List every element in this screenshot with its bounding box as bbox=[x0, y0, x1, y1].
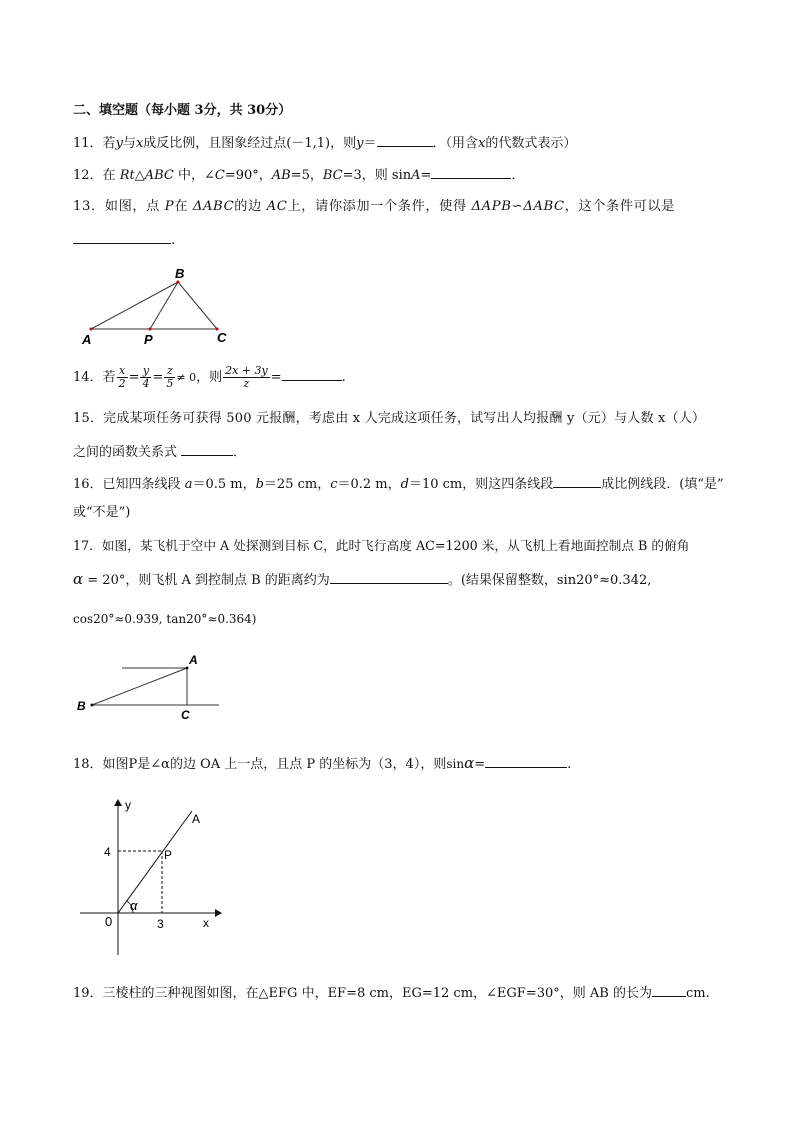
q13-triangle-abc-2: ΔABC bbox=[523, 199, 565, 214]
label-p: P bbox=[164, 848, 173, 862]
q17-alpha: α bbox=[73, 570, 84, 588]
question-19 bbox=[73, 983, 710, 1003]
q12-number: 12． bbox=[73, 168, 103, 183]
q17-answer-blank[interactable] bbox=[330, 570, 448, 584]
q12-text-c: 中，∠ bbox=[173, 168, 215, 183]
q13-text-b: 在 bbox=[174, 199, 193, 214]
label-alpha: α bbox=[130, 898, 138, 913]
question-13 bbox=[73, 198, 675, 216]
q14-frac-x-2 bbox=[117, 365, 128, 390]
q13-text-c: 的边 bbox=[234, 199, 267, 214]
q11-text-g: 的代数式表示） bbox=[485, 136, 577, 151]
q14-text-b: ，则 bbox=[196, 370, 223, 385]
q12-bc: BC bbox=[322, 168, 343, 183]
point-b bbox=[91, 704, 94, 707]
q13-p: P bbox=[164, 199, 175, 214]
tick-y-4: 4 bbox=[104, 845, 111, 859]
q12-answer-blank[interactable] bbox=[431, 165, 511, 179]
q12-rt: Rt bbox=[119, 168, 135, 183]
q12-abc: ABC bbox=[144, 168, 174, 183]
label-p: P bbox=[144, 332, 153, 347]
q15-text-a: 之间的函数关系式 bbox=[73, 445, 182, 460]
q11-var-x: x bbox=[135, 136, 144, 151]
q11-text-e: ＝ bbox=[363, 136, 377, 151]
section-title: 二、填空题（每小题 3分，共 30分） bbox=[73, 103, 292, 118]
q19-text-a: 19．三棱柱的三种视图如图，在△EFG 中，EF=8 cm，EG=12 cm，∠EGF=30°，则 AB 的长为 bbox=[73, 986, 652, 1001]
q19-text-b: cm. bbox=[685, 986, 710, 1001]
question-18 bbox=[73, 754, 571, 774]
q14-end: . bbox=[341, 370, 346, 385]
q13-number: 13． bbox=[73, 199, 105, 214]
q16-b: b bbox=[255, 477, 264, 492]
q14-frac-y-4 bbox=[140, 365, 151, 390]
q19-answer-blank[interactable] bbox=[652, 983, 686, 997]
tick-x-3: 3 bbox=[157, 917, 164, 931]
q16-answer-blank[interactable] bbox=[553, 474, 601, 488]
point-p bbox=[149, 328, 152, 331]
question-16-line2: 或“不是”) bbox=[73, 505, 131, 520]
label-b: B bbox=[77, 699, 86, 713]
q13-text-e: ，这个条件可以是 bbox=[564, 199, 675, 214]
q11-number: 11． bbox=[73, 136, 103, 151]
q16-d: d bbox=[400, 477, 409, 492]
label-c: C bbox=[181, 708, 190, 722]
figure-17-plane bbox=[72, 650, 232, 725]
q13-similar-symbol: ∽ bbox=[511, 199, 524, 214]
q13-triangle-apb: ΔAPB bbox=[471, 199, 512, 214]
segment-ab bbox=[91, 282, 178, 329]
label-b: B bbox=[175, 266, 185, 281]
question-17-line2 bbox=[73, 570, 651, 590]
q14-f3-num: z bbox=[164, 365, 175, 378]
q14-f2-den: 4 bbox=[142, 377, 150, 390]
q14-number: 14． bbox=[73, 370, 103, 385]
q14-eq3: = bbox=[270, 370, 282, 385]
q11-text-b: 与 bbox=[122, 136, 136, 151]
question-17-line1: 17．如图，某飞机于空中 A 处探测到目标 C，此时飞行高度 AC=1200 米，从飞机上看地面控制点 B 的俯角 bbox=[73, 538, 690, 553]
q16-v2: ＝25 cm， bbox=[263, 477, 331, 492]
figure-18-coordinate bbox=[75, 795, 235, 960]
point-a bbox=[90, 328, 93, 331]
figure-13-triangle bbox=[75, 262, 250, 352]
q16-c: c bbox=[330, 477, 338, 492]
q15-end: ． bbox=[233, 445, 247, 460]
label-a: A bbox=[192, 812, 201, 826]
q14-text-a: 若 bbox=[102, 370, 116, 385]
q11-var-x2: x bbox=[478, 136, 486, 151]
q18-alpha: α bbox=[464, 754, 475, 772]
q14-eq2: = bbox=[152, 370, 164, 385]
q18-text-b: = bbox=[474, 757, 486, 772]
label-x: x bbox=[203, 916, 209, 930]
question-15-line2 bbox=[73, 442, 246, 462]
question-13-line2 bbox=[73, 230, 175, 250]
question-14 bbox=[73, 362, 346, 394]
q18-text-a: 18．如图P是∠α的边 OA 上一点，且点 P 的坐标为（3，4），则 bbox=[73, 757, 447, 772]
q16-v3: ＝0.2 m， bbox=[337, 477, 401, 492]
label-c: C bbox=[217, 330, 227, 345]
label-y: y bbox=[125, 798, 131, 812]
question-15-line1: 15．完成某项任务可获得 500 元报酬，考虑由 x 人完成这项任务，试写出人均报酬 y（元）与人数 x（人） bbox=[73, 411, 706, 426]
q13-triangle-abc: ΔABC bbox=[192, 199, 235, 214]
q12-text-e: =5， bbox=[290, 168, 323, 183]
q11-var-y: y bbox=[115, 136, 123, 151]
segment-ab bbox=[92, 668, 187, 705]
q15-answer-blank[interactable] bbox=[181, 442, 233, 456]
question-12 bbox=[73, 165, 524, 185]
q14-frac-result bbox=[223, 365, 270, 390]
q12-end: ． bbox=[511, 168, 525, 183]
label-origin: 0 bbox=[105, 914, 113, 929]
q14-answer-blank[interactable] bbox=[282, 367, 342, 381]
q16-text-a: 16．已知四条线段 bbox=[73, 477, 185, 492]
q12-c: C bbox=[214, 168, 225, 183]
q12-ab: AB bbox=[271, 168, 291, 183]
q11-text-d: ，则 bbox=[330, 136, 357, 151]
q13-ac: AC bbox=[266, 199, 288, 214]
q16-a: a bbox=[184, 477, 193, 492]
q18-sin: sin bbox=[446, 757, 465, 771]
q12-text-b: △ bbox=[134, 168, 145, 183]
q11-text-a: 若 bbox=[102, 136, 116, 151]
q14-neq: ≠ 0 bbox=[176, 371, 197, 384]
label-a: A bbox=[82, 332, 92, 347]
q11-answer-blank[interactable] bbox=[377, 133, 433, 147]
q11-text-c: 成反比例，且图象经过点 bbox=[143, 136, 287, 151]
q17-eq: = 20°，则飞机 A 到控制点 B 的距离约为 bbox=[83, 573, 330, 588]
q11-point: (－1,1) bbox=[286, 136, 331, 151]
q18-answer-blank[interactable] bbox=[485, 754, 567, 768]
q13-end: . bbox=[171, 233, 176, 248]
q14-frac-z-5 bbox=[164, 365, 175, 390]
q11-var-y2: y bbox=[356, 136, 364, 151]
question-11 bbox=[73, 133, 576, 153]
q12-text-f: =3，则 sin bbox=[342, 168, 412, 183]
q13-answer-blank[interactable] bbox=[73, 230, 171, 244]
q18-end: . bbox=[567, 757, 572, 772]
q16-v1: ＝0.5 m， bbox=[192, 477, 256, 492]
q12-text-a: 在 bbox=[102, 168, 120, 183]
q14-f3-den: 5 bbox=[166, 377, 174, 390]
q12-text-d: =90°， bbox=[224, 168, 272, 183]
q17-text-b: 。(结果保留整数，sin20°≈0.342, bbox=[447, 573, 652, 588]
q14-f1-num: x bbox=[117, 365, 128, 378]
q14-f1-den: 2 bbox=[118, 377, 126, 390]
q14-f4-num: 2x + 3y bbox=[225, 364, 268, 377]
question-17-line3: cos20°≈0.939, tan20°≈0.364) bbox=[73, 612, 257, 626]
q16-text-b: 成比例线段．(填“是” bbox=[601, 477, 724, 492]
q14-f2-num: y bbox=[140, 365, 151, 378]
q13-text-a: 如图，点 bbox=[104, 199, 165, 214]
question-16-line1 bbox=[73, 474, 724, 494]
q16-v4: ＝10 cm，则这四条线段 bbox=[408, 477, 554, 492]
q13-text-d: 上，请你添加一个条件，使得 bbox=[287, 199, 472, 214]
label-a: A bbox=[189, 653, 198, 667]
q11-text-f: ．（用含 bbox=[432, 136, 479, 151]
q14-f4-den: z bbox=[243, 377, 250, 390]
segment-bc bbox=[178, 282, 217, 329]
q14-eq1: = bbox=[128, 370, 140, 385]
q12-text-g: = bbox=[420, 168, 432, 183]
q12-a: A bbox=[411, 168, 421, 183]
